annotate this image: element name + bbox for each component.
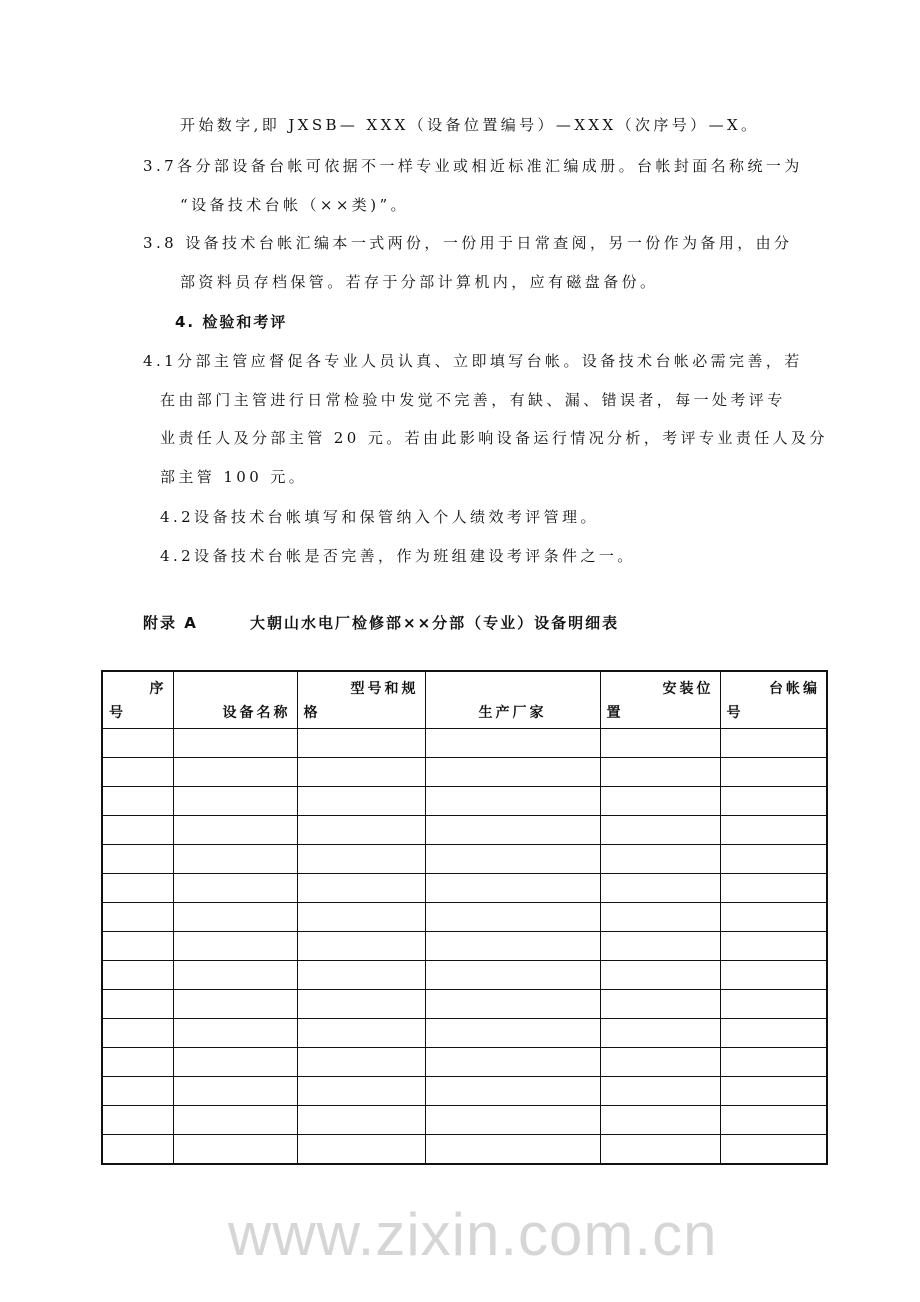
table-cell: [173, 903, 297, 932]
paragraph-line: 业责任人及分部主管 20 元。若由此影响设备运行情况分析，考评专业责任人及分: [160, 429, 828, 447]
paragraph-line: “设备技术台帐（××类)”。: [180, 196, 409, 214]
table-cell: [600, 932, 720, 961]
table-cell: [720, 787, 827, 816]
table-cell: [173, 845, 297, 874]
table-cell: [173, 816, 297, 845]
table-cell: [297, 903, 425, 932]
table-cell: [297, 932, 425, 961]
table-cell: [102, 1077, 173, 1106]
header-text: 设备名称: [222, 705, 291, 721]
table-cell: [102, 845, 173, 874]
table-cell: [720, 1048, 827, 1077]
appendix-title: 大朝山水电厂检修部××分部（专业）设备明细表: [250, 614, 620, 632]
table-cell: [720, 729, 827, 758]
table-row: [102, 1135, 827, 1165]
table-row: [102, 816, 827, 845]
table-cell: [720, 903, 827, 932]
table-cell: [102, 816, 173, 845]
table-cell: [720, 1106, 827, 1135]
equipment-table: [101, 670, 828, 1165]
table-cell: [173, 1135, 297, 1165]
table-header-row: [102, 671, 827, 729]
header-text: 格: [303, 705, 321, 721]
header-manufacturer: [425, 671, 600, 729]
header-text: 号: [726, 705, 744, 721]
table-cell: [600, 874, 720, 903]
table-cell: [102, 1135, 173, 1165]
table-cell: [720, 1135, 827, 1165]
table-cell: [600, 961, 720, 990]
table-row: [102, 990, 827, 1019]
table-cell: [297, 1019, 425, 1048]
table-cell: [425, 845, 600, 874]
table-cell: [297, 1135, 425, 1165]
table-cell: [102, 1019, 173, 1048]
table-cell: [600, 1077, 720, 1106]
table-row: [102, 1106, 827, 1135]
table-cell: [600, 845, 720, 874]
table-cell: [720, 1077, 827, 1106]
table-cell: [600, 758, 720, 787]
paragraph-line: 部资料员存档保管。若存于分部计算机内，应有磁盘备份。: [180, 273, 659, 291]
table-row: [102, 961, 827, 990]
table-cell: [425, 1077, 600, 1106]
paragraph-line: 开始数字,即 JXSB— XXX（设备位置编号）—XXX（次序号）—X。: [180, 116, 760, 134]
table-cell: [720, 932, 827, 961]
table-cell: [720, 758, 827, 787]
header-text: 置: [606, 705, 624, 721]
table-cell: [297, 990, 425, 1019]
table-cell: [173, 990, 297, 1019]
table-cell: [600, 816, 720, 845]
table-cell: [102, 1106, 173, 1135]
table-cell: [173, 1048, 297, 1077]
table-cell: [600, 1048, 720, 1077]
table-cell: [425, 1019, 600, 1048]
header-text: 序: [149, 681, 167, 697]
table-cell: [600, 1019, 720, 1048]
header-location: [600, 671, 720, 729]
table-cell: [720, 874, 827, 903]
table-cell: [600, 787, 720, 816]
header-text: 安装位: [662, 681, 714, 697]
table-cell: [173, 729, 297, 758]
header-name: [173, 671, 297, 729]
table-cell: [173, 874, 297, 903]
table-cell: [720, 961, 827, 990]
table-cell: [425, 903, 600, 932]
header-ledger-no: [720, 671, 827, 729]
table-cell: [102, 787, 173, 816]
table-cell: [425, 1048, 600, 1077]
table-row: [102, 1019, 827, 1048]
table-cell: [173, 1106, 297, 1135]
watermark: www.zixin.com.cn: [228, 1201, 718, 1268]
table-cell: [173, 1019, 297, 1048]
section-heading: 4. 检验和考评: [175, 313, 288, 331]
paragraph-3-7: 3.7各分部设备台帐可依据不一样专业或相近标准汇编成册。台帐封面名称统一为: [143, 157, 803, 175]
paragraph-4-2b: 4.2设备技术台帐是否完善，作为班组建设考评条件之一。: [160, 547, 636, 565]
table-cell: [425, 1135, 600, 1165]
table-cell: [425, 932, 600, 961]
table-cell: [102, 874, 173, 903]
table-cell: [297, 874, 425, 903]
table-cell: [102, 903, 173, 932]
table-cell: [600, 990, 720, 1019]
table-cell: [720, 990, 827, 1019]
table-row: [102, 1077, 827, 1106]
table-cell: [297, 1077, 425, 1106]
header-text: 型号和规: [350, 681, 419, 697]
header-text: 生产厂家: [478, 705, 547, 721]
table-cell: [297, 1106, 425, 1135]
header-serial: [102, 671, 173, 729]
table-row: [102, 787, 827, 816]
header-text: 号: [109, 705, 126, 721]
table-cell: [297, 729, 425, 758]
appendix-label: 附录 A: [143, 614, 198, 632]
table-cell: [425, 758, 600, 787]
table-cell: [173, 787, 297, 816]
header-text: 台帐编: [769, 681, 820, 697]
table-row: [102, 874, 827, 903]
table-cell: [600, 1135, 720, 1165]
table-cell: [425, 990, 600, 1019]
table-cell: [720, 845, 827, 874]
table-row: [102, 845, 827, 874]
table-cell: [173, 1077, 297, 1106]
table-cell: [102, 1048, 173, 1077]
paragraph-line: 部主管 100 元。: [160, 468, 308, 486]
table-cell: [297, 1048, 425, 1077]
table-row: [102, 758, 827, 787]
table-cell: [425, 961, 600, 990]
table-cell: [102, 961, 173, 990]
table-cell: [425, 1106, 600, 1135]
table-cell: [720, 816, 827, 845]
table-row: [102, 1048, 827, 1077]
table-cell: [425, 787, 600, 816]
table-row: [102, 729, 827, 758]
table-cell: [425, 729, 600, 758]
table-cell: [425, 816, 600, 845]
table-cell: [102, 729, 173, 758]
table-cell: [600, 903, 720, 932]
paragraph-4-1: 4.1分部主管应督促各专业人员认真、立即填写台帐。设备技术台帐必需完善，若: [143, 352, 803, 370]
table-cell: [297, 816, 425, 845]
header-model: [297, 671, 425, 729]
table-cell: [297, 787, 425, 816]
paragraph-4-2: 4.2设备技术台帐填写和保管纳入个人绩效考评管理。: [160, 508, 599, 526]
table-cell: [720, 1019, 827, 1048]
paragraph-3-8: 3.8 设备技术台帐汇编本一式两份，一份用于日常查阅，另一份作为备用，由分: [143, 234, 793, 252]
table-cell: [297, 845, 425, 874]
table-cell: [425, 874, 600, 903]
table-cell: [173, 932, 297, 961]
table-cell: [600, 1106, 720, 1135]
table-cell: [102, 990, 173, 1019]
table-row: [102, 932, 827, 961]
paragraph-line: 在由部门主管进行日常检验中发觉不完善，有缺、漏、错误者，每一处考评专: [160, 391, 786, 409]
table-cell: [102, 932, 173, 961]
table-cell: [600, 729, 720, 758]
table-cell: [297, 961, 425, 990]
table-cell: [173, 961, 297, 990]
table-cell: [297, 758, 425, 787]
table-cell: [102, 758, 173, 787]
table-cell: [173, 758, 297, 787]
table-row: [102, 903, 827, 932]
